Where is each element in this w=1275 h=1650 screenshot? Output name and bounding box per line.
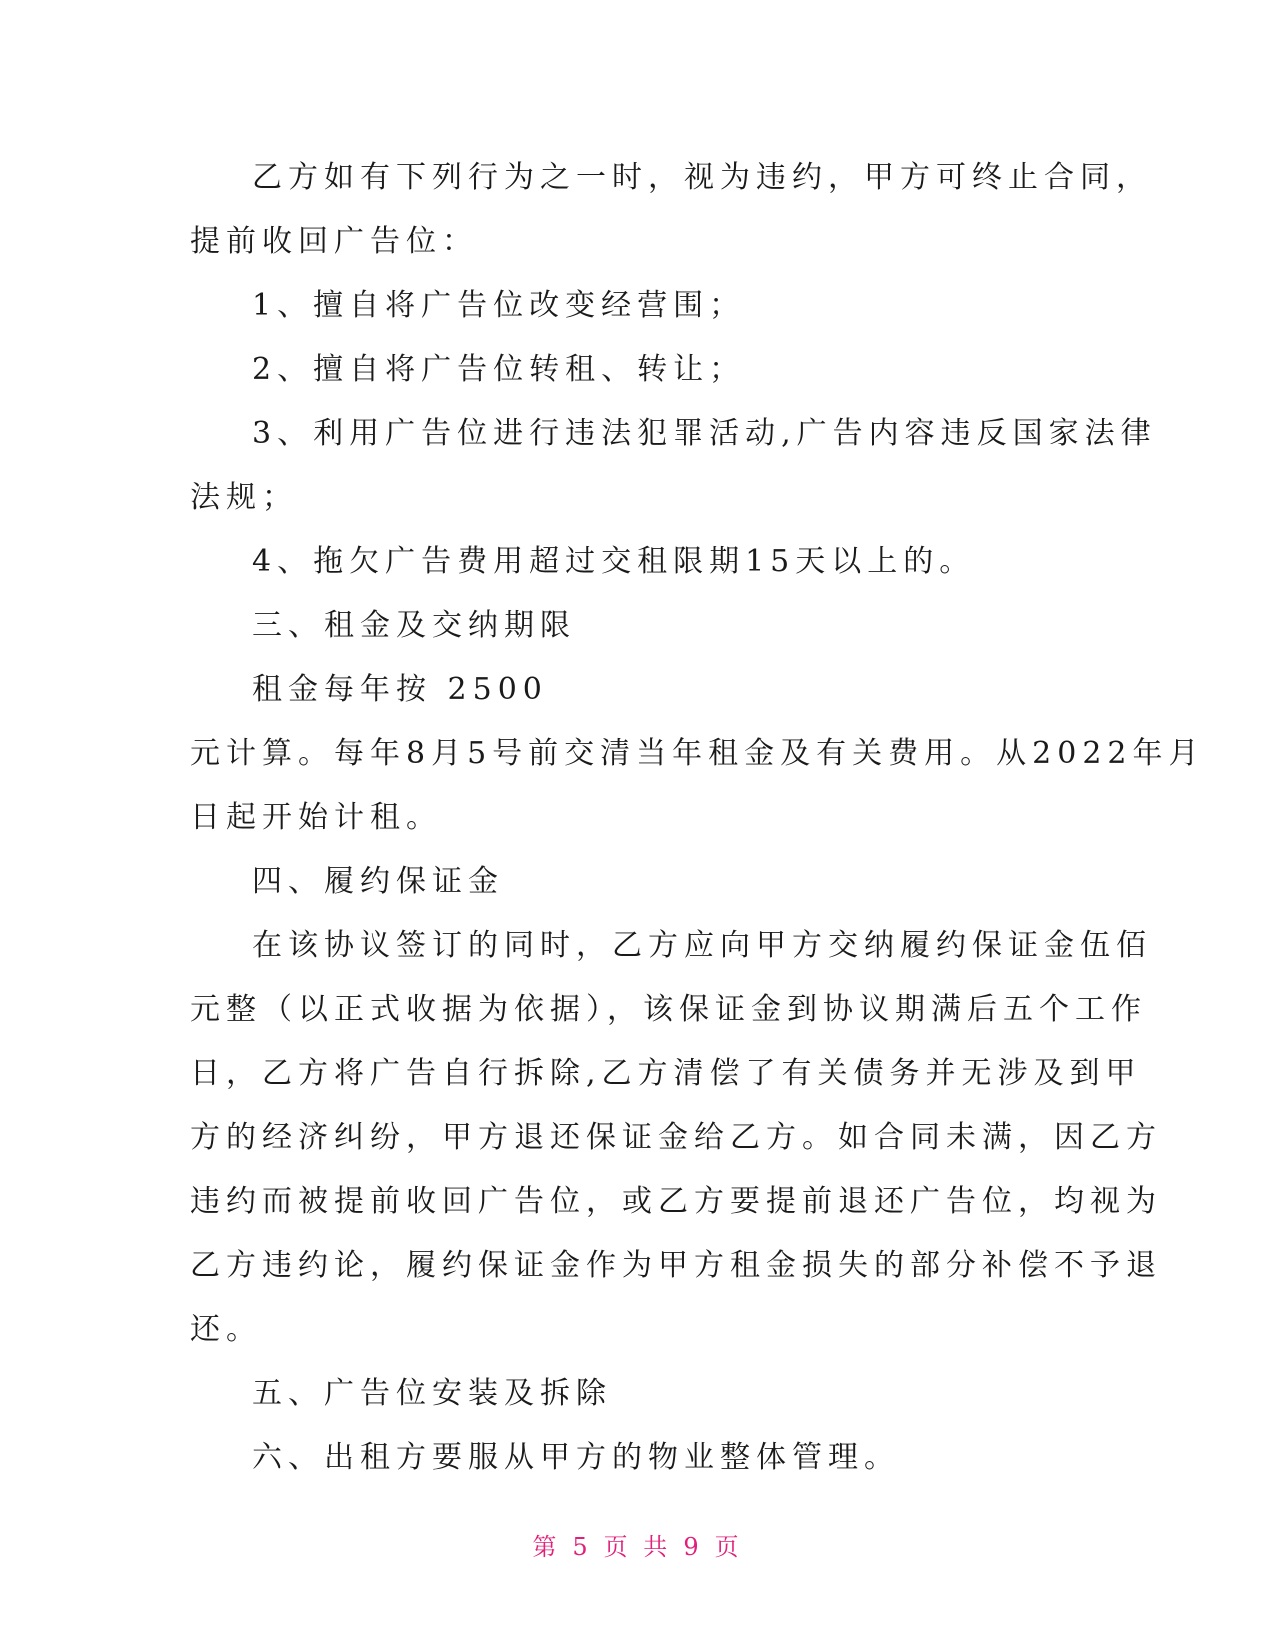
paragraph-line: 日起开始计租。: [190, 800, 442, 835]
paragraph-line: 乙方违约论，履约保证金作为甲方租金损失的部分补偿不予退: [190, 1248, 1162, 1283]
footer-middle: 页 共: [603, 1533, 672, 1561]
footer-total-pages: 9: [683, 1533, 703, 1561]
footer-current-page: 5: [572, 1533, 592, 1561]
section-heading: 四、履约保证金: [252, 864, 504, 899]
section-heading: 三、租金及交纳期限: [252, 608, 576, 643]
list-item: 4、拖欠广告费用超过交租限期15天以上的。: [252, 544, 976, 579]
footer-prefix: 第: [532, 1533, 561, 1561]
list-item: 3、利用广告位进行违法犯罪活动,广告内容违反国家法律: [252, 416, 1157, 451]
paragraph-line: 在该协议签订的同时，乙方应向甲方交纳履约保证金伍佰: [252, 928, 1152, 963]
document-body: [190, 146, 1205, 1490]
list-item: 2、擅自将广告位转租、转让；: [252, 352, 746, 387]
paragraph-line: 违约而被提前收回广告位，或乙方要提前退还广告位，均视为: [190, 1184, 1162, 1219]
footer-suffix: 页: [714, 1533, 743, 1561]
paragraph-line: 日，乙方将广告自行拆除,乙方清偿了有关债务并无涉及到甲: [190, 1056, 1142, 1091]
paragraph-line: 元整（以正式收据为依据），该保证金到协议期满后五个工作: [190, 992, 1147, 1027]
section-heading: 五、广告位安装及拆除: [252, 1376, 612, 1411]
list-item-continuation: 法规；: [190, 480, 298, 515]
paragraph-line: 还。: [190, 1312, 262, 1347]
page-footer: [0, 1527, 1275, 1562]
paragraph-line: 方的经济纠纷，甲方退还保证金给乙方。如合同未满，因乙方: [190, 1120, 1162, 1155]
paragraph-line: 租金每年按 2500: [252, 672, 548, 707]
paragraph-line: 提前收回广告位：: [190, 224, 478, 259]
list-item: 1、擅自将广告位改变经营围；: [252, 288, 746, 323]
paragraph-line: 乙方如有下列行为之一时，视为违约，甲方可终止合同，: [252, 160, 1152, 195]
section-heading: 六、出租方要服从甲方的物业整体管理。: [252, 1440, 900, 1475]
paragraph-line: 元计算。每年8月5号前交清当年租金及有关费用。从2022年月: [190, 736, 1205, 771]
